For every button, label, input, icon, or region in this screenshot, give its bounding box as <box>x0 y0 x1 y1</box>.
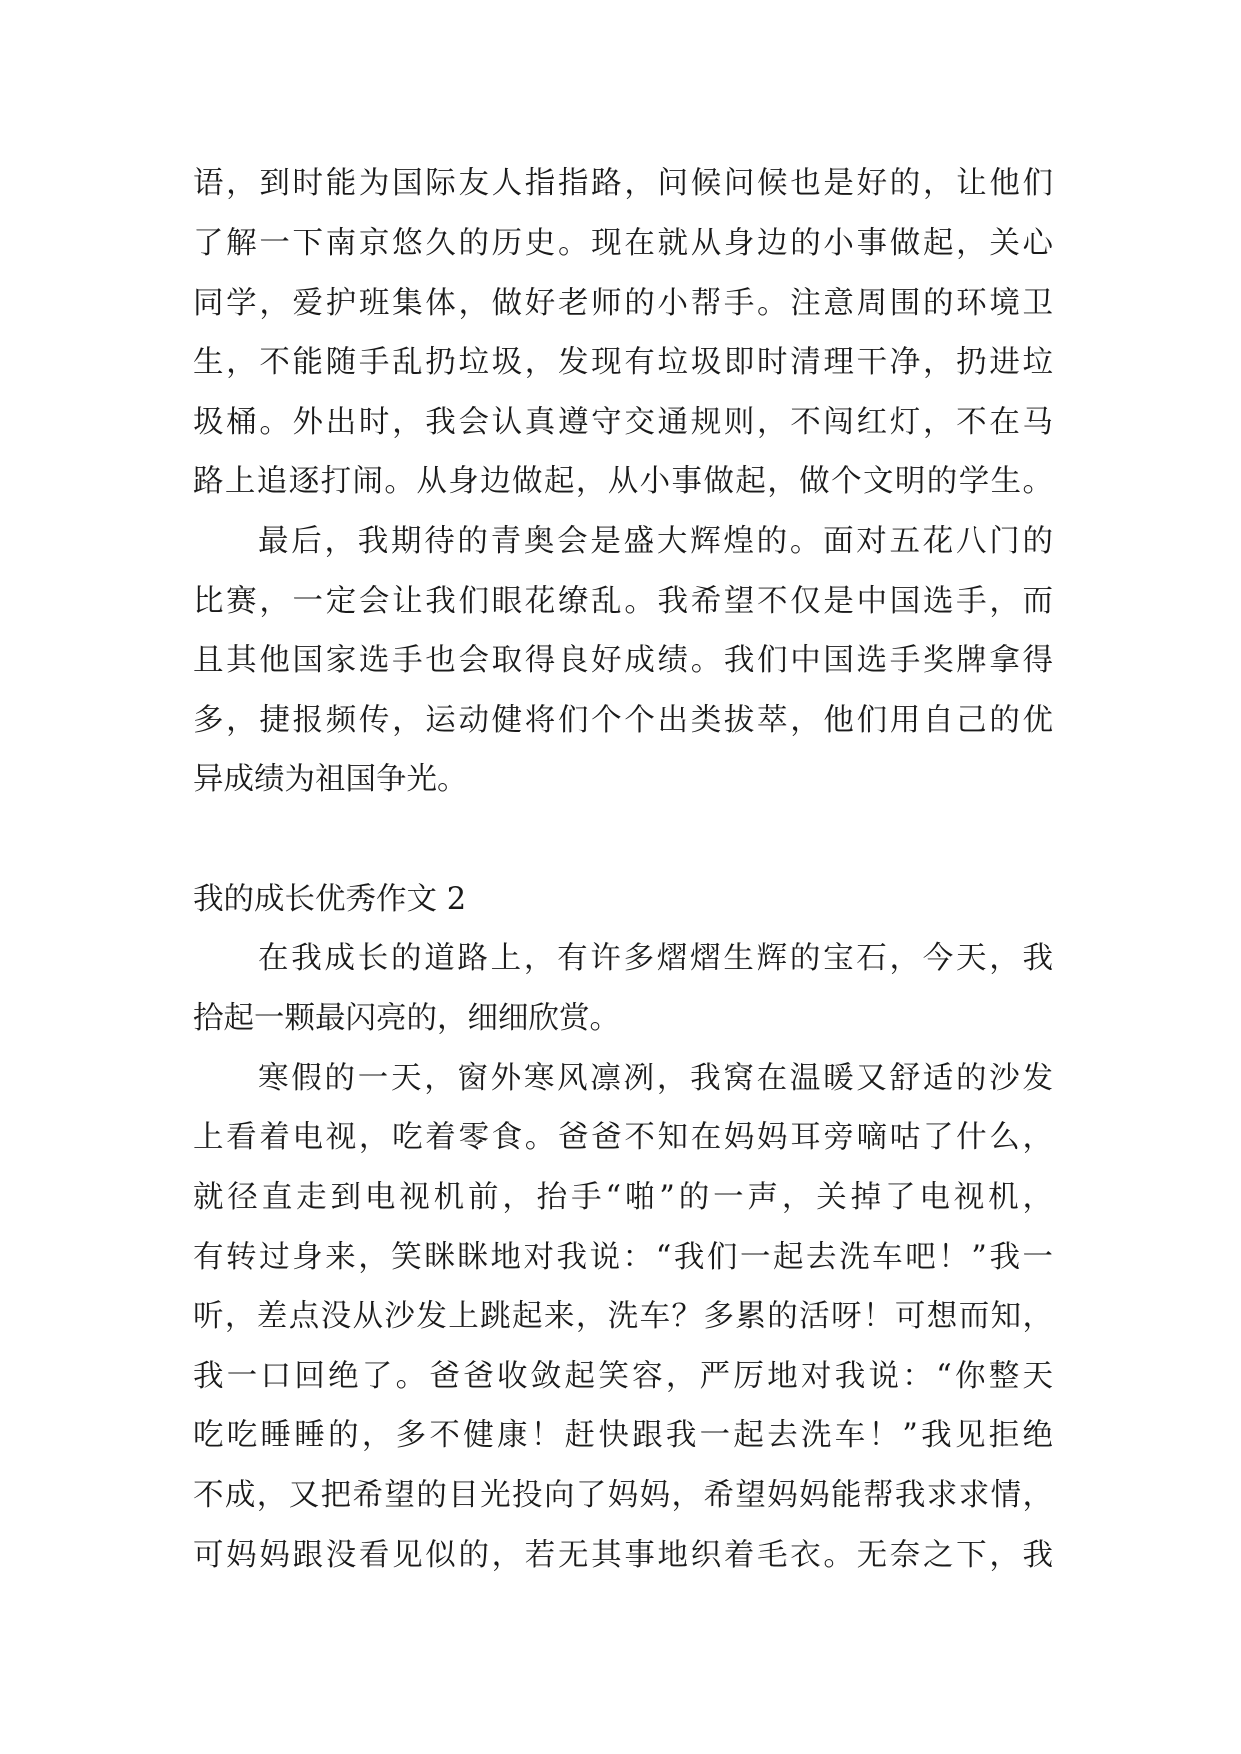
paragraph-d-line-7: 吃吃睡睡的，多不健康！赶快跟我一起去洗车！”我见拒绝 <box>193 1418 1053 1453</box>
paragraph-a-line-5: 圾桶。外出时，我会认真遵守交通规则，不闯红灯，不在马 <box>193 405 1053 440</box>
paragraph-c-line-2: 拾起一颗最闪亮的，细细欣赏。 <box>193 1001 620 1036</box>
paragraph-d-line-1: 寒假的一天，窗外寒风凛冽，我窝在温暖又舒适的沙发 <box>258 1061 1053 1096</box>
paragraph-d-line-9: 可妈妈跟没看见似的，若无其事地织着毛衣。无奈之下，我 <box>193 1538 1053 1573</box>
paragraph-a-line-2: 了解一下南京悠久的历史。现在就从身边的小事做起，关心 <box>193 226 1053 261</box>
paragraph-d-line-8: 不成，又把希望的目光投向了妈妈，希望妈妈能帮我求求情， <box>193 1478 1053 1513</box>
paragraph-b-line-5: 异成绩为祖国争光。 <box>193 762 468 797</box>
paragraph-a-line-4: 生，不能随手乱扔垃圾，发现有垃圾即时清理干净，扔进垃 <box>193 345 1053 380</box>
paragraph-d-line-6: 我一口回绝了。爸爸收敛起笑容，严厉地对我说：“你整天 <box>193 1359 1053 1394</box>
paragraph-d-line-4: 有转过身来，笑眯眯地对我说：“我们一起去洗车吧！”我一 <box>193 1240 1053 1275</box>
paragraph-d-line-3: 就径直走到电视机前，抬手“啪”的一声，关掉了电视机， <box>193 1180 1053 1215</box>
paragraph-a-line-1: 语，到时能为国际友人指指路，问候问候也是好的，让他们 <box>193 166 1053 201</box>
paragraph-d-line-5: 听，差点没从沙发上跳起来，洗车？多累的活呀！可想而知， <box>193 1299 1053 1334</box>
paragraph-b-line-2: 比赛，一定会让我们眼花缭乱。我希望不仅是中国选手，而 <box>193 584 1053 619</box>
paragraph-c-line-1: 在我成长的道路上，有许多熠熠生辉的宝石，今天，我 <box>258 941 1053 976</box>
paragraph-b-line-4: 多，捷报频传，运动健将们个个出类拔萃，他们用自己的优 <box>193 703 1053 738</box>
paragraph-d-line-2: 上看着电视，吃着零食。爸爸不知在妈妈耳旁嘀咕了什么， <box>193 1120 1053 1155</box>
paragraph-b-line-1: 最后，我期待的青奥会是盛大辉煌的。面对五花八门的 <box>258 524 1053 559</box>
paragraph-a-line-6: 路上追逐打闹。从身边做起，从小事做起，做个文明的学生。 <box>193 464 1053 499</box>
paragraph-a-line-3: 同学，爱护班集体，做好老师的小帮手。注意周围的环境卫 <box>193 286 1053 321</box>
paragraph-b-line-3: 且其他国家选手也会取得良好成绩。我们中国选手奖牌拿得 <box>193 643 1053 678</box>
section-title: 我的成长优秀作文 2 <box>193 882 467 917</box>
